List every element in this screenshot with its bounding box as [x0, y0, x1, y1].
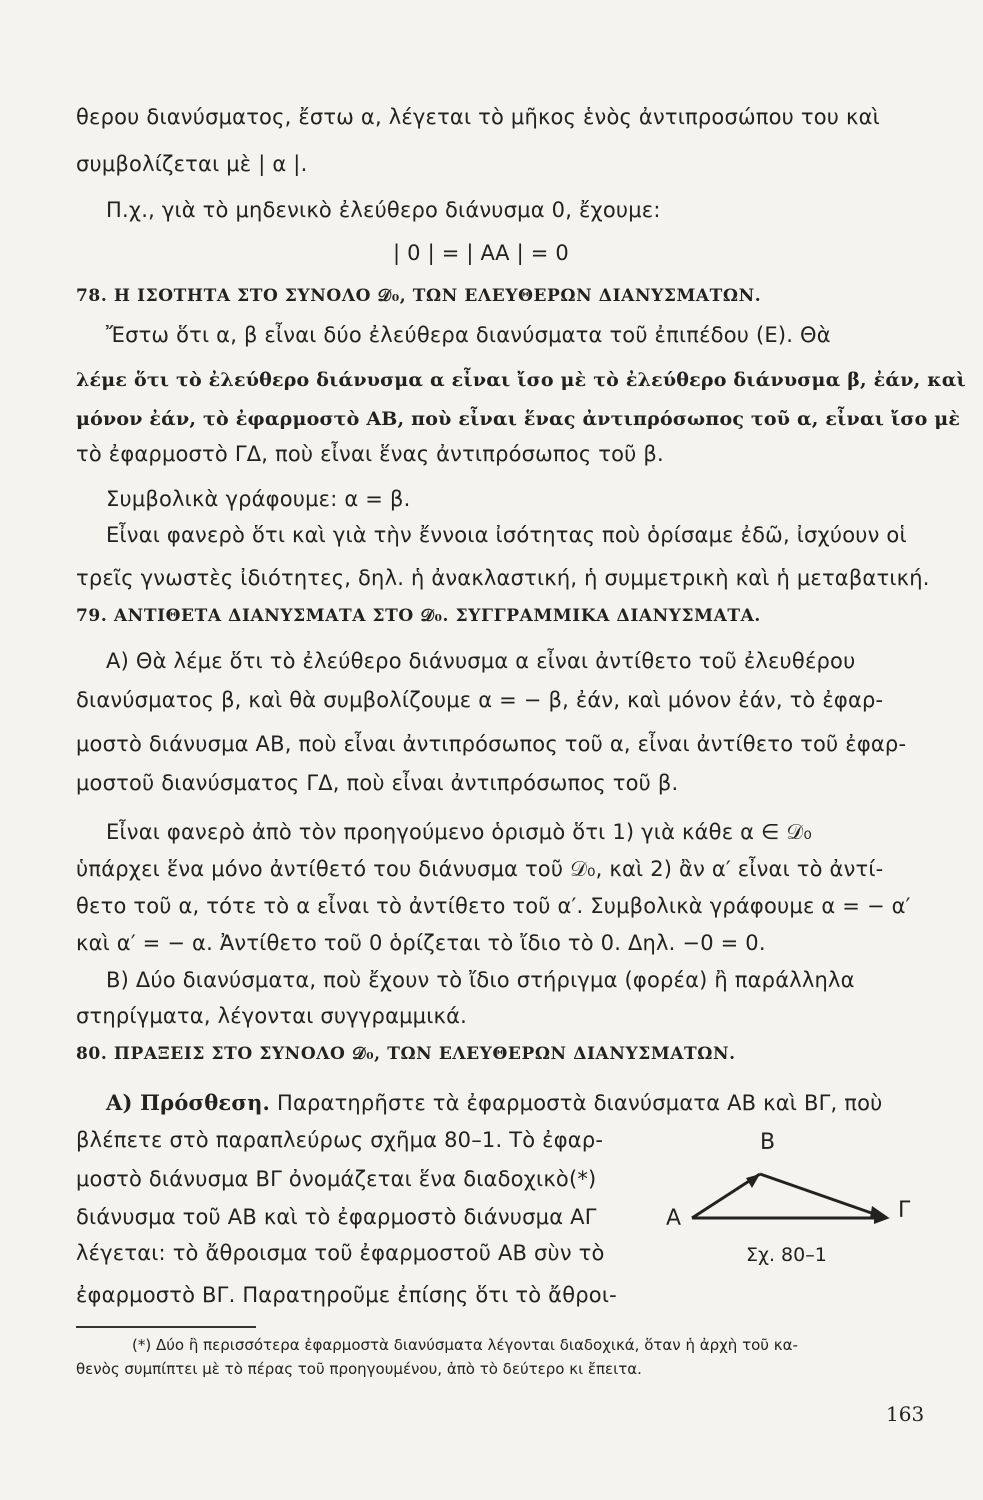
text-line: διανύσματος β, καὶ θὰ συμβολίζουμε α = − β, ἐάν, καὶ μόνον ἐάν, τὸ ἐφαρ- — [76, 688, 884, 712]
page-number: 163 — [886, 1402, 925, 1426]
text-line: Β) Δύο διανύσματα, ποὺ ἔχουν τὸ ἴδιο στήριγμα (φορέα) ἢ παράλληλα — [106, 968, 855, 992]
text-line: βλέπετε στὸ παραπλεύρως σχῆμα 80–1. Τὸ ἐφαρ- — [76, 1128, 604, 1152]
arrowhead-icon — [746, 1174, 760, 1188]
text-line: λέγεται: τὸ ἄθροισμα τοῦ ἐφαρμοστοῦ ΑΒ σὺν τὸ — [76, 1241, 605, 1265]
section-heading-78: 78. Η ΙΣΟΤΗΤΑ ΣΤΟ ΣΥΝΟΛΟ 𝒟₀, ΤΩΝ ΕΛΕΥΘΕΡΩΝ ΔΙΑΝΥΣΜΑΤΩΝ. — [76, 286, 762, 306]
text-line: Α) Θὰ λέμε ὅτι τὸ ἐλεύθερο διάνυσμα α εἶναι ἀντίθετο τοῦ ἐλευθέρου — [106, 649, 856, 673]
vector-triangle-figure — [680, 1160, 910, 1230]
text-line — [106, 1090, 882, 1116]
formula-line: | 0 | = | ΑΑ | = 0 — [393, 241, 569, 265]
text-line: Π.χ., γιὰ τὸ μηδενικὸ ἐλεύθερο διάνυσμα 0, ἔχουμε: — [106, 198, 661, 222]
text-line: συμβολίζεται μὲ | α |. — [76, 152, 308, 176]
text-line: μοστὸ διάνυσμα ΒΓ ὀνομάζεται ἕνα διαδοχικὸ(*) — [76, 1167, 597, 1191]
text-line: Εἶναι φανερὸ ὅτι καὶ γιὰ τὴν ἔννοια ἰσότητας ποὺ ὁρίσαμε ἐδῶ, ἰσχύουν οἱ — [106, 523, 907, 547]
subsection-heading-addition: Α) Πρόσθεση. — [106, 1090, 271, 1115]
text-line: μοστοῦ διανύσματος ΓΔ, ποὺ εἶναι ἀντιπρόσωπος τοῦ β. — [76, 771, 679, 795]
text-line: διάνυσμα τοῦ ΑΒ καὶ τὸ ἐφαρμοστὸ διάνυσμα ΑΓ — [76, 1205, 597, 1229]
text-line: τρεῖς γνωστὲς ἰδιότητες, δηλ. ἡ ἀνακλαστική, ἡ συμμετρικὴ καὶ ἡ μεταβατική. — [76, 566, 930, 590]
figure-label-g: Γ — [898, 1198, 911, 1223]
text-line: μοστὸ διάνυσμα ΑΒ, ποὺ εἶναι ἀντιπρόσωπος τοῦ α, εἶναι ἀντίθετο τοῦ ἐφαρ- — [76, 732, 907, 756]
text-line: τὸ ἐφαρμοστὸ ΓΔ, ποὺ εἶναι ἕνας ἀντιπρόσωπος τοῦ β. — [76, 442, 664, 466]
text-line: ἐφαρμοστὸ ΒΓ. Παρατηροῦμε ἐπίσης ὅτι τὸ ἄθροι- — [76, 1283, 617, 1307]
text-line: στηρίγματα, λέγονται συγγραμμικά. — [76, 1004, 468, 1028]
text-line: Ἔστω ὅτι α, β εἶναι δύο ἐλεύθερα διανύσματα τοῦ ἐπιπέδου (Ε). Θὰ — [106, 323, 831, 347]
text-line: θετο τοῦ α, τότε τὸ α εἶναι τὸ ἀντίθετο τοῦ α′. Συμβολικὰ γράφουμε α = − α′ — [76, 894, 911, 918]
text-span: Παρατηρῆστε τὰ ἐφαρμοστὰ διανύσματα ΑΒ καὶ ΒΓ, ποὺ — [276, 1091, 883, 1115]
figure-caption: Σχ. 80–1 — [746, 1244, 827, 1266]
text-line-definition: λέμε ὅτι τὸ ἐλεύθερο διάνυσμα α εἶναι ἴσο μὲ τὸ ἐλεύθερο διάνυσμα β, ἐάν, καὶ — [76, 369, 966, 391]
vector-bg-arrow — [760, 1174, 880, 1216]
text-line: Συμβολικὰ γράφουμε: α = β. — [106, 487, 411, 511]
footnote-line: (*) Δύο ἢ περισσότερα ἐφαρμοστὰ διανύσματα λέγονται διαδοχικά, ὅταν ἡ ἀρχὴ τοῦ κα- — [132, 1336, 798, 1354]
footnote-line: θενὸς συμπίπτει μὲ τὸ πέρας τοῦ προηγουμένου, ἀπὸ τὸ δεύτερο κι ἔπειτα. — [76, 1360, 642, 1378]
section-heading-80: 80. ΠΡΑΞΕΙΣ ΣΤΟ ΣΥΝΟΛΟ 𝒟₀, ΤΩΝ ΕΛΕΥΘΕΡΩΝ ΔΙΑΝΥΣΜΑΤΩΝ. — [76, 1044, 736, 1064]
text-line: ὑπάρχει ἕνα μόνο ἀντίθετό του διάνυσμα τοῦ 𝒟₀, καὶ 2) ἂν α′ εἶναι τὸ ἀντί- — [76, 857, 884, 881]
text-line: Εἶναι φανερὸ ἀπὸ τὸν προηγούμενο ὁρισμὸ ὅτι 1) γιὰ κάθε α ∈ 𝒟₀ — [106, 820, 812, 844]
figure-label-a: Α — [666, 1206, 682, 1231]
section-heading-79: 79. ΑΝΤΙΘΕΤΑ ΔΙΑΝΥΣΜΑΤΑ ΣΤΟ 𝒟₀. ΣΥΓΓΡΑΜΜΙΚΑ ΔΙΑΝΥΣΜΑΤΑ. — [76, 606, 761, 626]
text-line: θερου διανύσματος, ἔστω α, λέγεται τὸ μῆκος ἑνὸς ἀντιπροσώπου του καὶ — [76, 105, 880, 129]
footnote-rule — [76, 1326, 256, 1328]
text-line: καὶ α′ = − α. Ἀντίθετο τοῦ 0 ὁρίζεται τὸ ἴδιο τὸ 0. Δηλ. −0 = 0. — [76, 931, 766, 955]
figure-label-b: Β — [760, 1130, 776, 1155]
text-line-definition: μόνον ἐάν, τὸ ἐφαρμοστὸ ΑΒ, ποὺ εἶναι ἕνας ἀντιπρόσωπος τοῦ α, εἶναι ἴσο μὲ — [76, 408, 961, 430]
